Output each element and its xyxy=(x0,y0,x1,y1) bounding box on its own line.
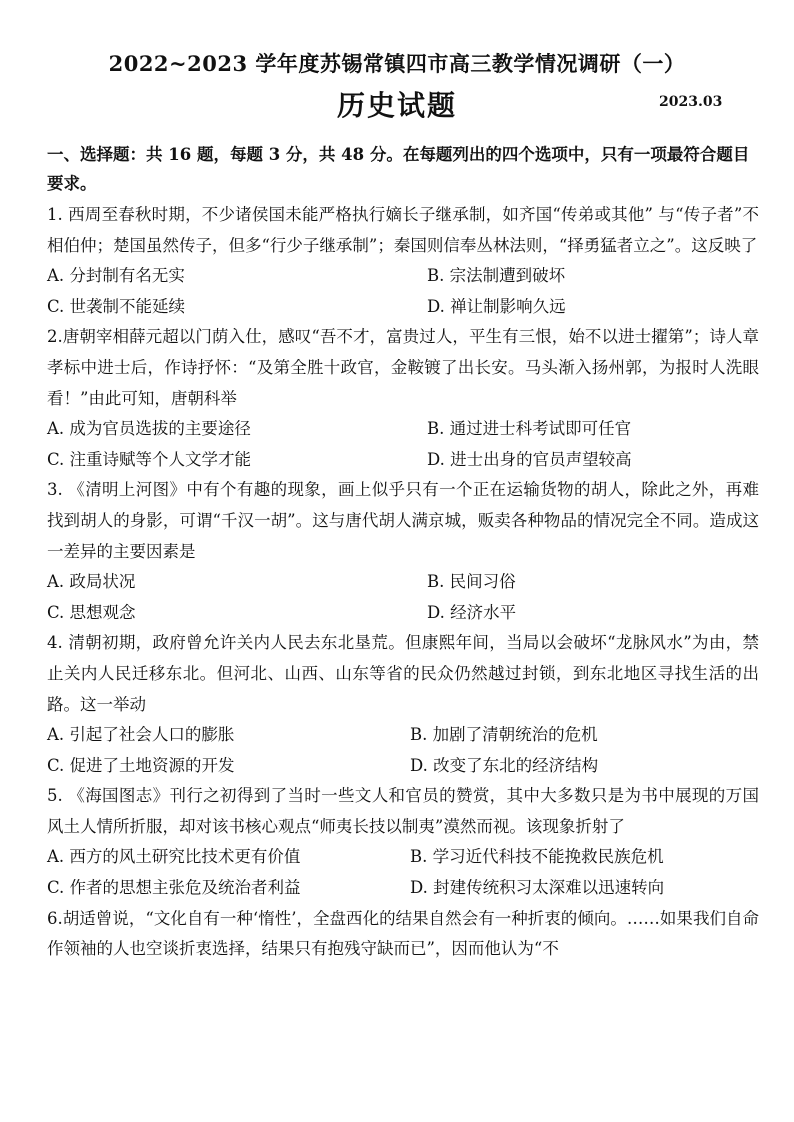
exam-date: 2023.03 xyxy=(659,94,723,110)
question-stem: 3. 《清明上河图》中有个有趣的现象，画上似乎只有一个正在运输货物的胡人，除此之外，再难找到胡人的身影，可谓“千汉一胡”。这与唐代胡人满京城，贩卖各种物品的情况完全不同。造成这一差异的主要因素是 xyxy=(47,480,759,561)
question-stem: 1. 西周至春秋时期，不少诸侯国未能严格执行嫡长子继承制，如齐国“传弟或其他” 与“传子者”不相伯仲；楚国虽然传子，但多“行少子继承制”；秦国则信奉丛林法则，“择勇猛者立之”。这反映了 xyxy=(47,205,759,255)
option-b: B. 学习近代科技不能挽救民族危机 xyxy=(410,847,664,867)
option-c: C. 思想观念 xyxy=(47,602,136,622)
question-4 xyxy=(47,628,759,781)
option-a: A. 成为官员选拔的主要途径 xyxy=(47,419,251,439)
question-3 xyxy=(47,475,759,628)
option-row xyxy=(47,873,759,904)
question-stem: 4. 清朝初期，政府曾允许关内人民去东北垦荒。但康熙年间，当局以会破坏“龙脉风水”为由，禁止关内人民迁移东北。但河北、山西、山东等省的民众仍然越过封锁，到东北地区寻找生活的出路。这一举动 xyxy=(47,633,759,714)
option-row xyxy=(47,567,759,598)
option-d: D. 进士出身的官员声望较高 xyxy=(427,449,632,469)
question-stem: 5. 《海国图志》刊行之初得到了当时一些文人和官员的赞赏，其中大多数只是为书中展现的万国风土人情所折服，却对该书核心观点“师夷长技以制夷”漠然而视。该现象折射了 xyxy=(47,786,759,836)
question-stem: 6.胡适曾说，“文化自有一种‘惰性’，全盘西化的结果自然会有一种折衷的倾向。……如果我们自命作领袖的人也空谈折衷选择，结果只有抱残守缺而已”，因而他认为“不 xyxy=(47,908,759,959)
option-a: A. 分封制有名无实 xyxy=(47,266,185,286)
option-b: B. 通过进士科考试即可任官 xyxy=(427,419,632,439)
option-b: B. 加剧了清朝统治的危机 xyxy=(410,725,598,745)
option-c: C. 促进了土地资源的开发 xyxy=(47,755,235,775)
option-row xyxy=(47,720,759,751)
option-row xyxy=(47,445,759,476)
question-1 xyxy=(47,200,759,322)
section-instructions: 一、选择题：共 16 题，每题 3 分，共 48 分。在每题列出的四个选项中，只有一项最符合题目要求。 xyxy=(47,145,750,193)
option-d: D. 禅让制影响久远 xyxy=(427,296,566,316)
option-a: A. 政局状况 xyxy=(47,572,136,592)
exam-title: 2022~2023 学年度苏锡常镇四市高三教学情况调研（一） xyxy=(108,51,686,76)
option-c: C. 注重诗赋等个人文学才能 xyxy=(47,449,252,469)
question-2 xyxy=(47,322,759,475)
option-row xyxy=(47,598,759,629)
option-d: D. 经济水平 xyxy=(427,602,517,622)
question-6 xyxy=(47,904,759,965)
option-a: A. 西方的风土研究比技术更有价值 xyxy=(47,847,301,867)
option-b: B. 民间习俗 xyxy=(427,572,516,592)
subject-title: 历史试题 xyxy=(336,89,457,122)
option-d: D. 改变了东北的经济结构 xyxy=(410,755,599,775)
option-row xyxy=(47,751,759,782)
option-a: A. 引起了社会人口的膨胀 xyxy=(47,725,235,745)
option-c: C. 作者的思想主张危及统治者利益 xyxy=(47,878,301,898)
option-row xyxy=(47,292,759,323)
option-d: D. 封建传统积习太深难以迅速转向 xyxy=(410,878,665,898)
option-c: C. 世袭制不能延续 xyxy=(47,296,186,316)
option-row xyxy=(47,261,759,292)
option-b: B. 宗法制遭到破坏 xyxy=(427,266,566,286)
question-stem: 2.唐朝宰相薛元超以门荫入仕，感叹“吾不才，富贵过人，平生有三恨，始不以进士擢第”；诗人章孝标中进士后，作诗抒怀：“及第全胜十政官，金鞍镀了出长安。马头渐入扬州郭，为报时人洗眼看！”由此可知，唐朝科举 xyxy=(47,327,759,408)
question-5 xyxy=(47,781,759,903)
option-row xyxy=(47,842,759,873)
option-row xyxy=(47,414,759,445)
question-list xyxy=(47,200,759,965)
